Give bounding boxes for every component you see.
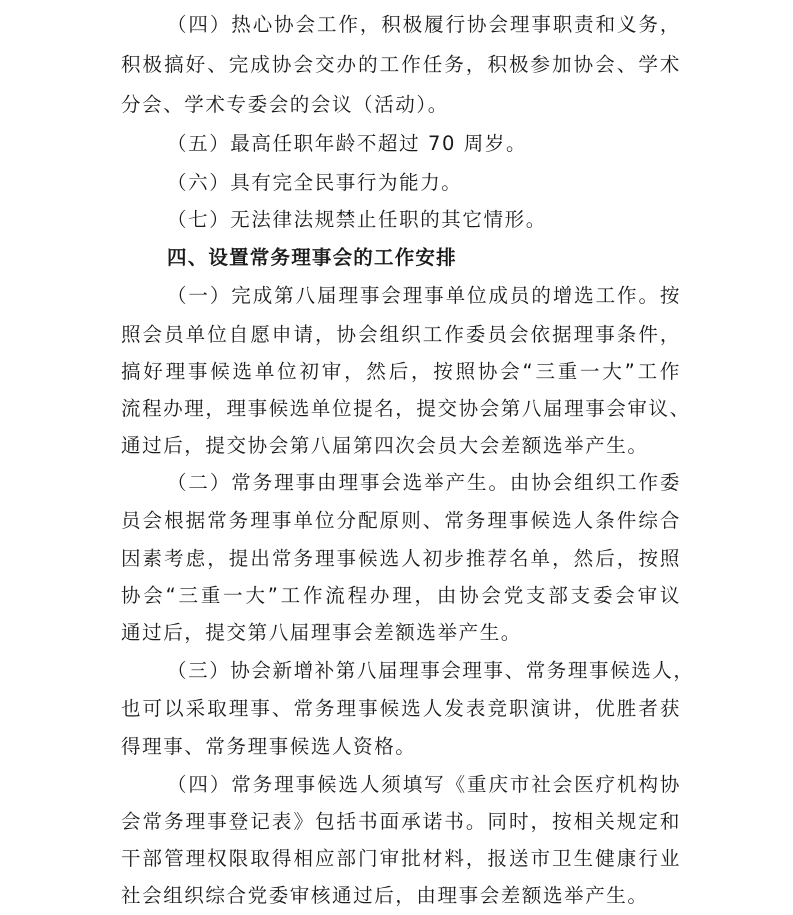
paragraph-line: 也可以采取理事、常务理事候选人发表竞职演讲，优胜者获 bbox=[121, 697, 681, 720]
paragraph-line: （二）常务理事由理事会选举产生。由协会组织工作委 bbox=[167, 471, 681, 494]
paragraph-line: 通过后，提交第八届理事会差额选举产生。 bbox=[121, 621, 522, 644]
paragraph-line: （五）最高任职年龄不超过 70 周岁。 bbox=[167, 132, 528, 155]
paragraph-line: 因素考虑，提出常务理事候选人初步推荐名单，然后，按照 bbox=[121, 547, 681, 570]
paragraph-line: 照会员单位自愿申请，协会组织工作委员会依据理事条件， bbox=[121, 323, 681, 346]
paragraph-line: 通过后，提交协会第八届第四次会员大会差额选举产生。 bbox=[121, 434, 649, 457]
paragraph-line: 分会、学术专委会的会议（活动）。 bbox=[121, 93, 449, 116]
section-heading: 四、设置常务理事会的工作安排 bbox=[167, 246, 457, 269]
paragraph-line: 得理事、常务理事候选人资格。 bbox=[121, 735, 417, 758]
paragraph-line: （三）协会新增补第八届理事会理事、常务理事候选人， bbox=[167, 659, 695, 682]
paragraph-line: 社会组织综合党委审核通过后，由理事会差额选举产生。 bbox=[121, 884, 649, 907]
paragraph-line: 会常务理事登记表》包括书面承诺书。同时，按相关规定和 bbox=[121, 810, 681, 833]
paragraph-line: 流程办理，理事候选单位提名，提交协会第八届理事会审议、 bbox=[121, 397, 691, 420]
paragraph-line: 搞好理事候选单位初审，然后，按照协会“三重一大”工作 bbox=[121, 360, 681, 383]
paragraph-line: （四）热心协会工作，积极履行协会理事职责和义务， bbox=[167, 13, 681, 36]
paragraph-line: （一）完成第八届理事会理事单位成员的增选工作。按 bbox=[167, 284, 681, 307]
paragraph-line: （七）无法律法规禁止任职的其它情形。 bbox=[167, 208, 547, 231]
paragraph-line: （六）具有完全民事行为能力。 bbox=[167, 171, 463, 194]
paragraph-line: 员会根据常务理事单位分配原则、常务理事候选人条件综合 bbox=[121, 509, 681, 532]
paragraph-line: 干部管理权限取得相应部门审批材料，报送市卫生健康行业 bbox=[121, 847, 681, 870]
paragraph-line: （四）常务理事候选人须填写《重庆市社会医疗机构协 bbox=[167, 773, 681, 796]
paragraph-line: 积极搞好、完成协会交办的工作任务，积极参加协会、学术 bbox=[121, 53, 681, 76]
paragraph-line: 协会“三重一大”工作流程办理，由协会党支部支委会审议 bbox=[121, 584, 681, 607]
